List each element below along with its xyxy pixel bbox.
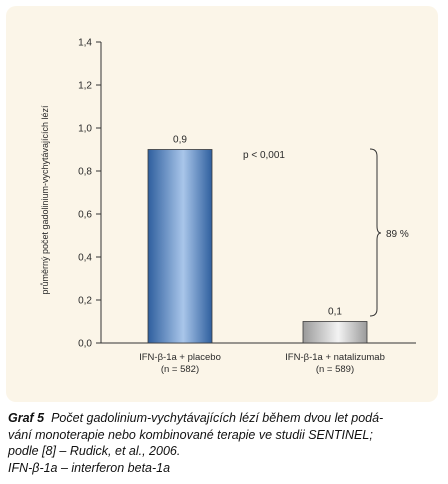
y-tick-label: 0,6 bbox=[78, 209, 92, 221]
bar-value-label: 0,1 bbox=[328, 306, 342, 318]
figure-caption bbox=[8, 410, 440, 476]
bar-1 bbox=[148, 150, 212, 344]
caption-text-1: Počet gadolinium-vychytávajících lézí během dvou let podá- bbox=[51, 411, 384, 425]
y-axis bbox=[78, 38, 416, 350]
y-tick-label: 0,4 bbox=[78, 252, 92, 264]
bar-value-label: 0,9 bbox=[173, 134, 187, 146]
bar-2 bbox=[303, 322, 367, 344]
reduction-bracket bbox=[370, 149, 381, 316]
x-category-label: (n = 582) bbox=[160, 364, 200, 375]
x-axis-labels bbox=[139, 352, 385, 375]
caption-line-3: podle [8] – Rudick, et al., 2006. bbox=[8, 444, 181, 458]
x-category-label: (n = 589) bbox=[315, 364, 355, 375]
caption-label: Graf 5 bbox=[8, 411, 45, 425]
y-tick-label: 1,4 bbox=[78, 37, 92, 49]
reduction-annotation: 89 % bbox=[386, 229, 409, 240]
bars bbox=[148, 135, 367, 344]
y-tick-label: 0,0 bbox=[78, 338, 92, 350]
y-axis-label: průměrný počet gadolinium-vychytávajících lézí bbox=[40, 105, 50, 295]
y-tick-label: 0,8 bbox=[78, 166, 92, 178]
p-value-annotation: p < 0,001 bbox=[243, 150, 285, 161]
y-tick-label: 0,2 bbox=[78, 295, 92, 307]
figure-panel bbox=[6, 6, 438, 402]
caption-line-4: IFN-β-1a – interferon beta-1a bbox=[8, 460, 171, 475]
y-tick-label: 1,0 bbox=[78, 123, 92, 135]
y-tick-label: 1,2 bbox=[78, 80, 92, 92]
caption-line-2: vání monoterapie nebo kombinované terapie ve studii SENTINEL; bbox=[8, 427, 373, 442]
x-category-label: IFN-β-1a + natalizumab bbox=[285, 352, 385, 363]
caption-line-1 bbox=[8, 410, 440, 427]
bar-chart bbox=[6, 6, 438, 402]
x-category-label: IFN-β-1a + placebo bbox=[139, 352, 221, 363]
